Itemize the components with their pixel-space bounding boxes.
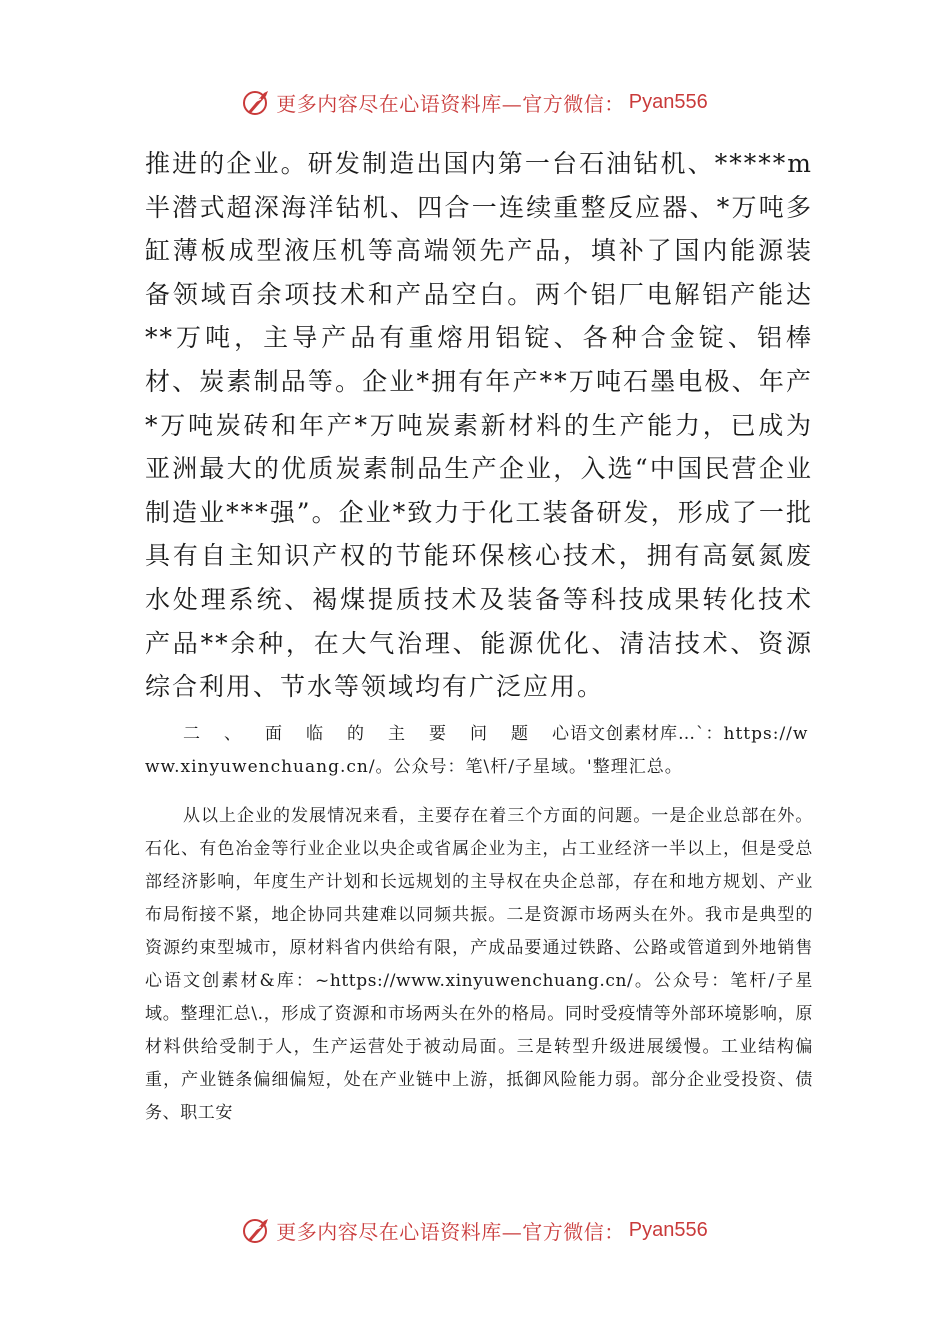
footer-banner-id: Pyan556	[628, 1218, 708, 1241]
main-content	[145, 142, 813, 709]
problem-paragraph: 从以上企业的发展情况来看，主要存在着三个方面的问题。一是企业总部在外。石化、有色冶金等行业企业以央企或省属企业为主，占工业经济一半以上，但是受总部经济影响，年度生产计划和长远规划的主导权在央企总部，存在和地方规划、产业布局衔接不紧，地企协同共建难以同频共振。二是资源市场两头在外。我市是典型的资源约束型城市，原材料省内供给有限，产成品要通过铁路、公路或管道到外地销售心语文创素材&库：~https://www.xinyuwenchuang.cn/。公众号：笔杆/子星域。整理汇总\.，形成了资源和市场两头在外的格局。同时受疫情等外部环境影响，原材料供给受制于人，生产运营处于被动局面。三是转型升级进展缓慢。工业结构偏重，产业链条偏细偏短，处在产业链中上游，抵御风险能力弱。部分企业受投资、债务、职工安	[145, 806, 813, 1123]
footer-banner-text: 更多内容尽在心语资料库—官方微信：	[276, 1219, 625, 1244]
header-banner-id: Pyan556	[628, 90, 708, 113]
header-banner-text: 更多内容尽在心语资料库—官方微信：	[276, 91, 625, 116]
footer-banner	[0, 1210, 950, 1250]
header-banner	[0, 82, 950, 122]
section-heading-title: 二、面临的主要问题	[183, 724, 552, 744]
quill-logo-icon	[242, 87, 272, 117]
quill-logo-icon	[242, 1215, 272, 1245]
main-paragraph: 推进的企业。研发制造出国内第一台石油钻机、*****m半潜式超深海洋钻机、四合一连续重整反应器、*万吨多缸薄板成型液压机等高端领先产品，填补了国内能源装备领域百余项技术和产品空白。两个铝厂电解铝产能达**万吨，主导产品有重熔用铝锭、各种合金锭、铝棒材、炭素制品等。企业*拥有年产**万吨石墨电极、年产*万吨炭砖和年产*万吨炭素新材料的生产能力，已成为亚洲最大的优质炭素制品生产企业，入选“中国民营企业制造业***强”。企业*致力于化工装备研发，形成了一批具有自主知识产权的节能环保核心技术，拥有高氨氮废水处理系统、褐煤提质技术及装备等科技成果转化技术产品**余种，在大气治理、能源优化、清洁技术、资源综合利用、节水等领域均有广泛应用。	[145, 149, 813, 702]
section-heading	[145, 718, 813, 784]
problems-section	[145, 718, 813, 1130]
section-heading-watermark: 心语文创素材库…`：https://www.xinyuwenchuang.cn/。公众号：笔\杆/子星域。'整理汇总。	[145, 724, 809, 777]
